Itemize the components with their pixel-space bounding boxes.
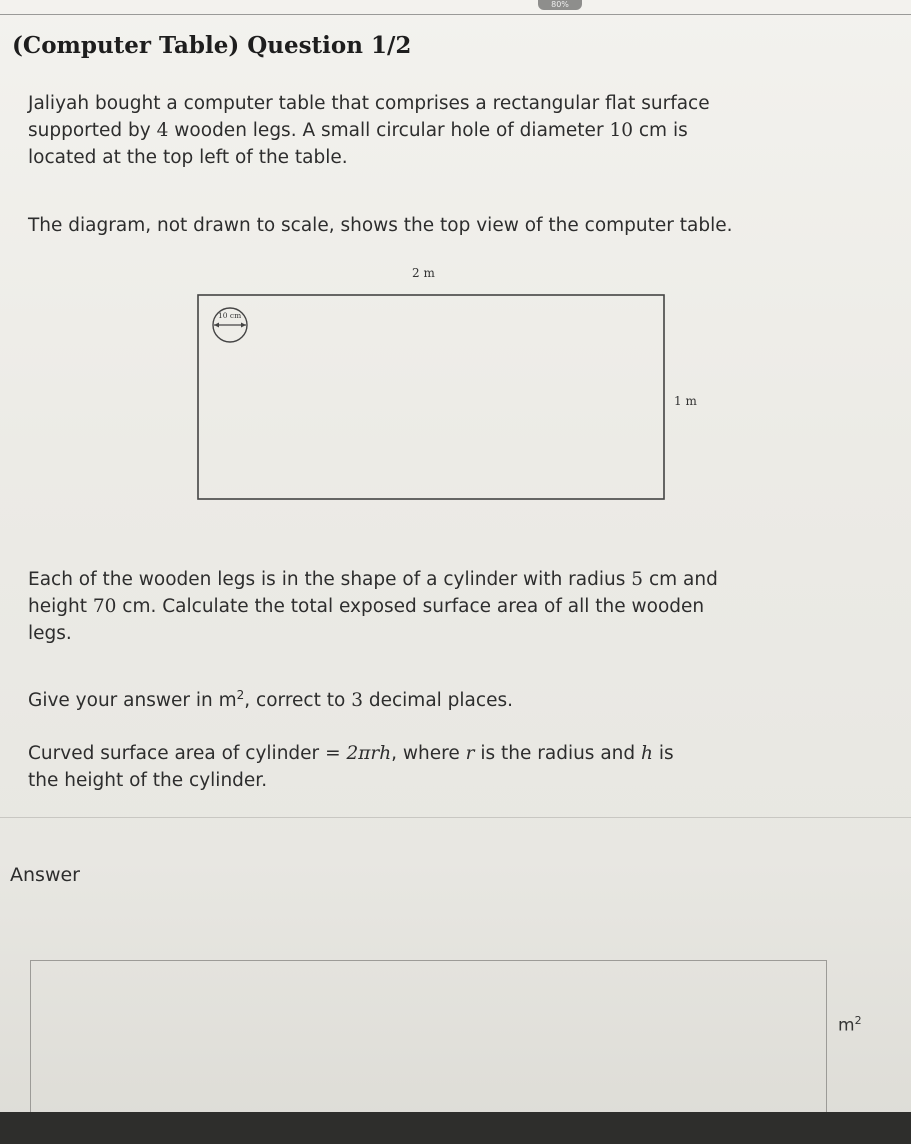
legs-line-1: Each of the wooden legs is in the shape of a cylinder with radius 5 cm and [28, 569, 718, 590]
var-r: r [465, 743, 475, 764]
intro-line-1: Jaliyah bought a computer table that comprises a rectangular flat surface [28, 93, 710, 114]
width-label: 2 m [412, 266, 435, 280]
table-top-rect [198, 295, 664, 499]
leg-radius: 5 [631, 569, 644, 590]
var-h: h [641, 743, 653, 764]
instruction-line: Give your answer in $m^2$, correct to 3 decimal places. [28, 688, 513, 712]
section-divider [0, 817, 911, 818]
legs-line-2: height 70 cm. Calculate the total exposed surface area of all the wooden [28, 596, 705, 617]
legs-line-3: legs. [28, 623, 72, 644]
intro-line-2: supported by 4 wooden legs. A small circular hole of diameter 10 cm is [28, 120, 688, 141]
formula-line-1: Curved surface area of cylinder = 2πrh, where r is the radius and h is [28, 743, 674, 764]
top-divider [0, 14, 911, 15]
zoom-indicator: 80% [538, 0, 582, 10]
decimal-places: 3 [351, 690, 363, 712]
answer-unit: $m^2$ [838, 1014, 862, 1036]
diagram-caption: The diagram, not drawn to scale, shows the top view of the computer table. [28, 215, 733, 236]
height-label: 1 m [674, 394, 697, 408]
bottom-bar [0, 1112, 911, 1144]
hole-arrow-left [214, 323, 219, 328]
instruction-unit: $m^2$ [218, 688, 245, 712]
intro-line-3: located at the top left of the table. [28, 147, 348, 168]
legs-paragraph [28, 566, 718, 647]
leg-height: 70 [92, 596, 117, 617]
table-diagram [180, 255, 740, 515]
question-title: (Computer Table) Question 1/2 [12, 32, 412, 59]
answer-label: Answer [10, 864, 80, 886]
formula-expression: = 2πrh [325, 743, 392, 764]
formula-paragraph [28, 740, 674, 794]
intro-paragraph [28, 90, 710, 171]
hole-arrow-right [241, 323, 246, 328]
hole-diameter: 10 [609, 120, 633, 141]
table-diagram-svg [180, 255, 740, 515]
leg-count: 4 [156, 120, 169, 141]
hole-label: 10 cm [218, 311, 242, 320]
formula-line-2: the height of the cylinder. [28, 770, 268, 791]
answer-input[interactable] [30, 960, 827, 1115]
